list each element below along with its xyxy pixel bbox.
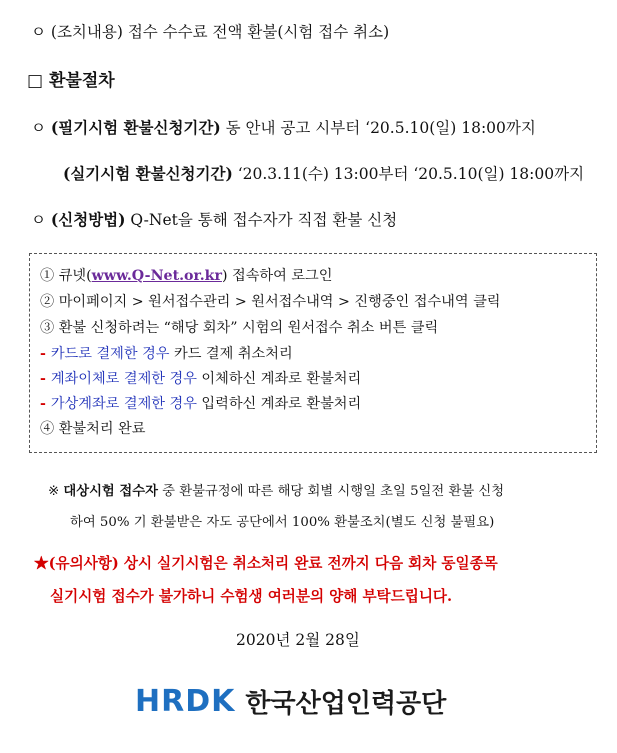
procedure-box	[29, 253, 597, 453]
note-bold: 대상시험 접수자	[63, 484, 158, 499]
virtual-account-text: 입력하신 계좌로 환불처리	[196, 396, 362, 412]
practical-period-label: (실기시험 환불신청기간)	[63, 164, 233, 183]
method-label: (신청방법)	[50, 210, 126, 229]
card-payment-label: 카드로 결제한 경우	[50, 346, 170, 362]
step-3: ③ 환불 신청하려는 “해당 회차” 시험의 원서접수 취소 버튼 클릭	[40, 320, 439, 336]
step-1-suffix: ) 접속하여 로그인	[221, 268, 333, 284]
document-date: 2020년 2월 28일	[236, 631, 360, 649]
step-1-prefix: ① 큐넷(	[40, 268, 92, 284]
virtual-account-item	[40, 393, 361, 413]
section-title: □ 환불절차	[27, 71, 115, 91]
transfer-payment-item	[40, 368, 361, 388]
note-line-1-text: 중 환불규정에 따른 해당 회별 시행일 초일 5일전 환불 신청	[157, 484, 505, 499]
card-payment-text: 카드 결제 취소처리	[169, 346, 293, 362]
note-line-2: 하여 50% 기 환불받은 자도 공단에서 100% 환불조치(별도 신청 불필요)	[70, 515, 495, 530]
transfer-payment-label: 계좌이체로 결제한 경우	[50, 371, 197, 387]
method-text: Q-Net을 통해 접수자가 직접 환불 신청	[125, 211, 398, 229]
dash: -	[40, 396, 51, 412]
written-period-text: 동 안내 공고 시부터 ‘20.5.10(일) 18:00까지	[220, 119, 536, 137]
refund-content-line: ㅇ (조치내용) 접수 수수료 전액 환불(시험 접수 취소)	[31, 23, 390, 41]
step-2: ② 마이페이지 > 원서접수관리 > 원서접수내역 > 진행중인 접수내역 클릭	[40, 294, 501, 310]
bullet: ㅇ	[31, 211, 46, 229]
practical-period-line	[63, 162, 584, 184]
step-4: ④ 환불처리 완료	[40, 421, 146, 437]
hrdk-logo	[135, 683, 446, 720]
written-period-line	[31, 116, 536, 138]
dash: -	[40, 371, 51, 387]
warning-line-1: ★(유의사항) 상시 실기시험은 취소처리 완료 전까지 다음 회차 동일종목	[34, 555, 498, 572]
note-mark: ※	[48, 484, 64, 499]
note-line-1	[48, 480, 504, 499]
dash: -	[40, 346, 51, 362]
hrdk-logo-letters: HRDK	[135, 684, 236, 719]
virtual-account-label: 가상계좌로 결제한 경우	[50, 396, 197, 412]
warning-line-2: 실기시험 접수가 불가하니 수험생 여러분의 양해 부탁드립니다.	[50, 588, 453, 605]
written-period-label: (필기시험 환불신청기간)	[50, 118, 221, 137]
step-1	[40, 265, 332, 285]
transfer-payment-text: 이체하신 계좌로 환불처리	[196, 371, 362, 387]
card-payment-item	[40, 343, 293, 363]
method-line	[31, 208, 397, 230]
hrdk-logo-name: 한국산업인력공단	[245, 689, 447, 719]
bullet: ㅇ	[31, 119, 46, 137]
qnet-link[interactable]: www.Q-Net.or.kr	[91, 268, 222, 284]
practical-period-text: ‘20.3.11(수) 13:00부터 ‘20.5.10(일) 18:00까지	[232, 165, 585, 183]
